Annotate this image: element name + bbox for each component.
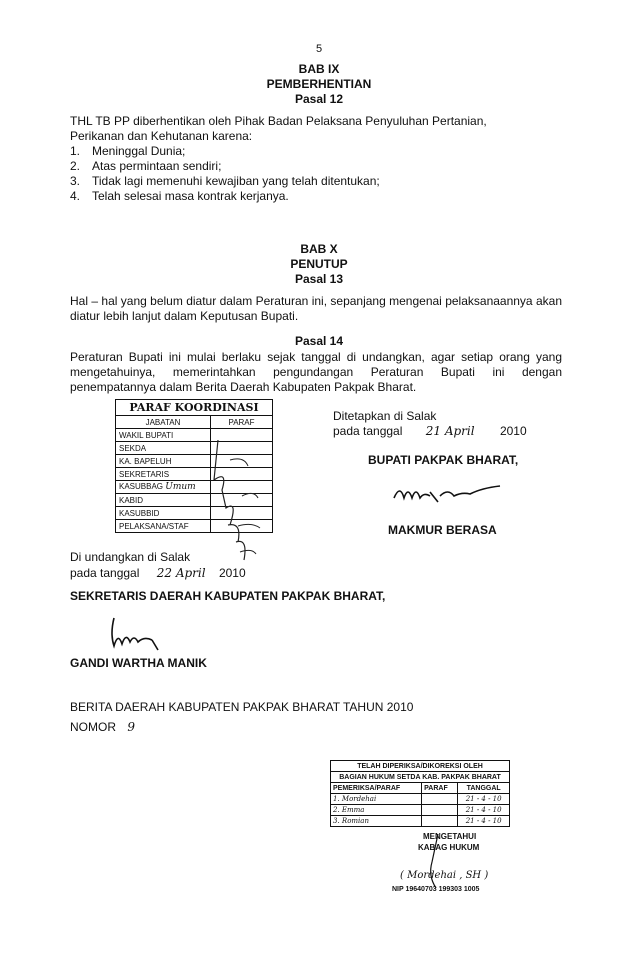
stamp-nip: NIP 19640703 199303 1005 [392, 886, 480, 893]
table-row: 2. Emma 21 - 4 - 10 [331, 805, 510, 816]
list-item: 2. Atas permintaan sendiri; [70, 159, 222, 173]
penetapan-date-line: pada tanggal 21 April 2010 [333, 424, 527, 438]
pasal13-text: Hal – hal yang belum diatur dalam Peraturan ini, sepanjang mengenai pelaksanaannya akan diatur lebih lanjut dalam Keputusan Bupati. [70, 294, 562, 323]
nomor-line: NOMOR 9 [70, 720, 135, 734]
pasal12-heading: Pasal 12 [294, 92, 344, 106]
nomor-value: 9 [127, 720, 135, 734]
pengundangan-tahun: 2010 [218, 566, 246, 580]
paraf-signatures [208, 430, 268, 570]
pengundangan-tanggal: 22 April [156, 566, 206, 580]
paraf-row-label: KASUBBID [116, 507, 211, 520]
kabag-signature [420, 832, 450, 892]
paraf-row-label: WAKIL BUPATI [116, 429, 211, 442]
stamp-col-tanggal: TANGGAL [458, 783, 510, 794]
stamp-col-pemeriksa: PEMERIKSA/PARAF [331, 783, 422, 794]
kasubbag-note: Umum [165, 482, 196, 492]
pasal14-text: Peraturan Bupati ini mulai berlaku sejak tanggal di undangkan, agar setiap orang yang mengetahuinya, memerintahkan pengundangan Peraturan Bupati ini dengan penempatannya dalam Berita Daerah Kabupaten Pakpak Bharat. [70, 350, 562, 394]
paraf-row-label: KASUBBAG Umum [116, 481, 211, 494]
stamp-kabag-name: ( Mordehai , SH ) [400, 870, 489, 881]
paraf-row-label: KA. BAPELUH [116, 455, 211, 468]
sekda-signature [108, 614, 168, 654]
pasal12-list [70, 144, 540, 204]
stamp-mengetahui: MENGETAHUI [423, 832, 477, 841]
stamp-header-2: BAGIAN HUKUM SETDA KAB. PAKPAK BHARAT [331, 772, 510, 783]
ditetapkan-text: Ditetapkan di Salak [333, 409, 437, 423]
pasal12-intro: THL TB PP diberhentikan oleh Pihak Badan Pelaksana Penyuluhan Pertanian, Perikanan dan Kehutanan karena: [70, 114, 487, 143]
pengundangan-date-line: pada tanggal 22 April 2010 [70, 566, 246, 580]
paraf-row-label: KABID [116, 494, 211, 507]
pasal13-heading: Pasal 13 [294, 272, 344, 286]
list-item: 4. Telah selesai masa kontrak kerjanya. [70, 189, 289, 203]
bab9-subtitle: PEMBERHENTIAN [266, 77, 372, 91]
paraf-row-label: SEKRETARIS [116, 468, 211, 481]
paraf-header-jabatan: JABATAN [116, 416, 211, 429]
page-number: 5 [315, 43, 323, 55]
bupati-nama: MAKMUR BERASA [388, 523, 497, 537]
bupati-jabatan: BUPATI PAKPAK BHARAT, [368, 453, 519, 467]
stamp-col-paraf: PARAF [422, 783, 458, 794]
verification-stamp [330, 760, 510, 827]
penetapan-tanggal: 21 April [425, 424, 475, 438]
paraf-row-label: SEKDA [116, 442, 211, 455]
sekda-nama: GANDI WARTHA MANIK [70, 656, 207, 670]
stamp-header-1: TELAH DIPERIKSA/DIKOREKSI OLEH [331, 761, 510, 772]
list-item: 3. Tidak lagi memenuhi kewajiban yang telah ditentukan; [70, 174, 380, 188]
table-row: 1. Mordehai 21 - 4 - 10 [331, 794, 510, 805]
berita-daerah-line: BERITA DAERAH KABUPATEN PAKPAK BHARAT TAHUN 2010 [70, 700, 414, 714]
sekda-jabatan: SEKRETARIS DAERAH KABUPATEN PAKPAK BHARAT, [70, 589, 386, 603]
penetapan-tahun: 2010 [499, 424, 527, 438]
stamp-kabag: KABAG HUKUM [418, 843, 480, 852]
bab9-title: BAB IX [298, 62, 340, 76]
bab10-title: BAB X [300, 242, 338, 256]
bupati-signature [390, 478, 510, 508]
diundangkan-text: Di undangkan di Salak [70, 550, 191, 564]
paraf-title: PARAF KOORDINASI [116, 400, 273, 416]
table-row: 3. Romian 21 - 4 - 10 [331, 816, 510, 827]
bab10-subtitle: PENUTUP [290, 257, 348, 271]
paraf-header-paraf: PARAF [211, 416, 273, 429]
pasal14-heading: Pasal 14 [294, 334, 344, 348]
list-item: 1. Meninggal Dunia; [70, 144, 186, 158]
paraf-row-label: PELAKSANA/STAF [116, 520, 211, 533]
